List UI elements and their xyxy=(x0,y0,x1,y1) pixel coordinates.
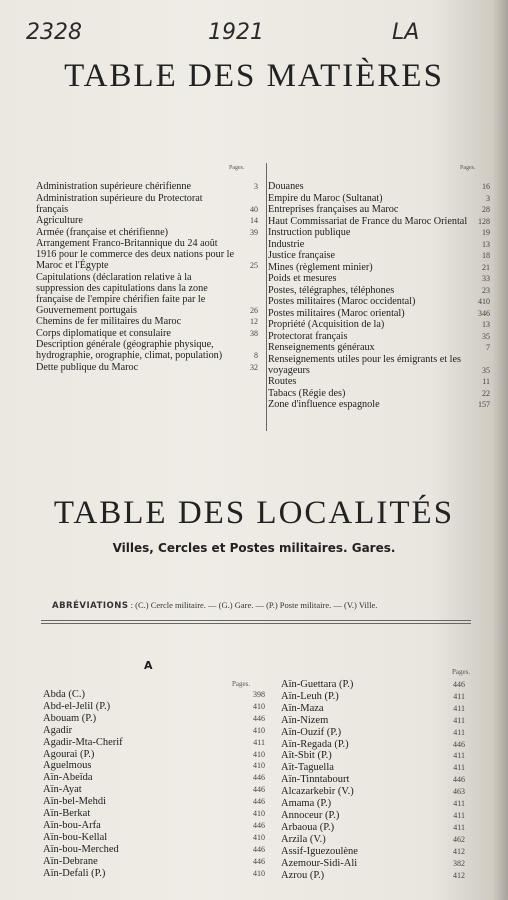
toc-entry xyxy=(268,342,490,353)
entry-title: Tabacs (Régie des) xyxy=(268,387,346,399)
localities-right-column xyxy=(281,679,465,881)
entry-page: 411 xyxy=(453,727,465,737)
entry-page: 412 xyxy=(453,870,465,880)
locality-entry xyxy=(43,808,265,819)
entry-page: 410 xyxy=(253,761,265,771)
entry-page: 410 xyxy=(253,725,265,735)
entry-page: 446 xyxy=(453,739,465,749)
entry-page: 411 xyxy=(453,799,465,809)
entry-page: 11 xyxy=(482,377,490,386)
entry-title: Aït-Sbit (P.) xyxy=(281,750,332,762)
entry-page: 40 xyxy=(250,204,258,214)
entry-page: 412 xyxy=(453,846,465,856)
entry-title: Administration supérieure du Protectorat français xyxy=(36,192,203,215)
entry-title: Armée (française et chérifienne) xyxy=(36,226,169,238)
entry-page: 128 xyxy=(478,216,490,226)
entry-title: Aïn-Berkat xyxy=(43,808,91,820)
entry-page: 446 xyxy=(253,844,265,854)
entry-page: 446 xyxy=(453,680,465,689)
entry-page: 411 xyxy=(453,751,465,761)
locality-entry xyxy=(281,774,465,785)
entry-page: 23 xyxy=(482,285,490,295)
entry-title: Abouam (P.) xyxy=(43,712,97,724)
entry-title: Abd-el-Jelil (P.) xyxy=(43,700,111,712)
handwritten-number: 2328 xyxy=(26,20,82,45)
entry-page: 38 xyxy=(250,328,258,338)
entry-title: Postes militaires (Maroc occidental) xyxy=(268,296,416,307)
abbreviations-text: : (C.) Cercle militaire. — (G.) Gare. — (P.) Poste militaire. — (V.) Ville. xyxy=(130,600,378,610)
entry-title: Industrie xyxy=(268,238,305,250)
locality-entry xyxy=(43,725,265,736)
toc-entry xyxy=(268,273,490,284)
locality-entry xyxy=(281,727,465,738)
entry-title: Capitulations (déclaration relative à la suppression des capitulations dans la zone française de l'empire chérifien faite par le Gouvernement portugais xyxy=(36,271,208,316)
entry-page: 16 xyxy=(482,182,490,191)
entry-title: Annoceur (P.) xyxy=(281,809,340,821)
locality-entry xyxy=(43,737,265,748)
entry-title: Protectorat français xyxy=(268,330,348,342)
entry-title: Alcazarkebir (V.) xyxy=(281,786,354,798)
entry-page: 446 xyxy=(453,775,465,785)
entry-page: 13 xyxy=(482,239,490,249)
entry-title: Haut Commissariat de France du Maroc Oriental xyxy=(268,215,468,227)
entry-title: Propriété (Acquisition de la) xyxy=(268,319,385,330)
toc-left-column xyxy=(36,181,258,373)
entry-title: Description générale (géographie physique, hydrographie, orographie, climat, population) xyxy=(36,339,223,361)
entry-title: Aïn-Defali (P.) xyxy=(43,867,106,879)
rule-top xyxy=(41,620,471,621)
locality-entry xyxy=(281,798,465,809)
locality-entry xyxy=(281,822,465,833)
toc-entry xyxy=(268,227,490,238)
entry-title: Zone d'influence espagnole xyxy=(268,399,380,410)
toc-right-column xyxy=(268,181,490,411)
entry-page: 33 xyxy=(482,274,490,283)
handwritten-initials: LA xyxy=(392,20,420,45)
loc-pages-header-left: Pages. xyxy=(232,680,251,688)
entry-title: Entreprises françaises au Maroc xyxy=(268,204,399,215)
locality-entry xyxy=(281,691,465,702)
section-letter: A xyxy=(144,659,153,672)
entry-title: Aïn-Debrane xyxy=(43,855,98,867)
entry-title: Aïn-bou-Arfa xyxy=(43,819,101,831)
entry-page: 346 xyxy=(478,308,490,318)
entry-title: Aïn-Maza xyxy=(281,702,324,714)
toc-pages-header-left: Pages. xyxy=(229,165,245,171)
entry-page: 411 xyxy=(453,810,465,820)
entry-title: Amama (P.) xyxy=(281,798,332,810)
entry-title: Aïn-bou-Merched xyxy=(43,843,119,855)
handwritten-year: 1921 xyxy=(208,20,264,45)
abbreviations-line xyxy=(52,600,377,611)
entry-page: 26 xyxy=(250,305,258,315)
entry-page: 12 xyxy=(250,317,258,326)
locality-entry xyxy=(43,856,265,867)
toc-entry xyxy=(36,227,258,238)
entry-title: Aïn-bel-Mehdi xyxy=(43,796,106,808)
locality-entry xyxy=(281,786,465,797)
entry-title: Justice française xyxy=(268,250,336,261)
entry-page: 157 xyxy=(478,400,490,409)
entry-title: Routes xyxy=(268,376,297,387)
locality-entry xyxy=(281,739,465,750)
locality-entry xyxy=(281,679,465,690)
toc-entry xyxy=(268,193,490,204)
entry-title: Agadir-Mta-Cherif xyxy=(43,736,123,748)
entry-title: Arrangement Franco-Britannique du 24 août 1916 pour le commerce des deux nations pour le Maroc et l'Égypte xyxy=(36,238,235,271)
locality-entry xyxy=(43,772,265,783)
toc-entry xyxy=(36,328,258,339)
entry-page: 411 xyxy=(453,703,465,713)
entry-page: 3 xyxy=(486,193,490,203)
entry-title: Aïn-Nizem xyxy=(281,714,329,726)
toc-entry xyxy=(36,316,258,327)
locality-entry xyxy=(281,858,465,869)
locality-entry xyxy=(281,750,465,761)
entry-title: Aguelmous xyxy=(43,760,92,772)
locality-entry xyxy=(43,796,265,807)
entry-title: Dette publique du Maroc xyxy=(36,361,139,373)
localities-subtitle: Villes, Cercles et Postes militaires. Gares. xyxy=(112,541,396,555)
toc-entry xyxy=(268,216,490,227)
entry-page: 35 xyxy=(482,365,490,375)
entry-title: Corps diplomatique et consulaire xyxy=(36,327,171,339)
entry-page: 446 xyxy=(253,856,265,866)
entry-title: Renseignements généraux xyxy=(268,342,375,353)
entry-title: Renseignements utiles pour les émigrants et les voyageurs xyxy=(268,353,461,376)
entry-page: 410 xyxy=(253,749,265,759)
entry-page: 32 xyxy=(250,362,258,372)
abbreviations-label: ABRÉVIATIONS xyxy=(52,601,129,611)
entry-page: 3 xyxy=(254,182,258,191)
entry-title: Administration supérieure chérifienne xyxy=(36,181,192,192)
locality-entry xyxy=(281,762,465,773)
locality-entry xyxy=(43,701,265,712)
entry-title: Aïn-Ouzif (P.) xyxy=(281,726,342,738)
entry-page: 446 xyxy=(253,785,265,795)
toc-entry xyxy=(36,272,258,316)
entry-title: Abda (C.) xyxy=(43,689,85,700)
entry-title: Agadir xyxy=(43,724,73,736)
entry-page: 410 xyxy=(253,868,265,878)
entry-page: 39 xyxy=(250,227,258,237)
entry-title: Aïn-Ayat xyxy=(43,784,82,796)
locality-entry xyxy=(43,820,265,831)
entry-page: 411 xyxy=(453,715,465,725)
entry-page: 410 xyxy=(253,832,265,842)
toc-entry xyxy=(268,262,490,273)
localities-title: TABLE DES LOCALITÉS xyxy=(53,495,455,531)
locality-entry xyxy=(43,689,265,700)
entry-page: 446 xyxy=(253,797,265,807)
entry-page: 19 xyxy=(482,228,490,237)
toc-entry xyxy=(36,181,258,192)
entry-title: Arzila (V.) xyxy=(281,833,326,845)
entry-page: 410 xyxy=(478,297,490,306)
entry-page: 410 xyxy=(253,701,265,711)
entry-title: Mines (règlement minier) xyxy=(268,261,373,273)
entry-page: 446 xyxy=(253,773,265,783)
toc-entry xyxy=(268,204,490,215)
entry-page: 18 xyxy=(482,251,490,260)
entry-title: Postes militaires (Maroc oriental) xyxy=(268,307,405,319)
entry-page: 28 xyxy=(482,205,490,214)
entry-title: Aïn-Abeïda xyxy=(43,772,93,784)
locality-entry xyxy=(43,844,265,855)
entry-page: 14 xyxy=(250,216,258,225)
entry-page: 462 xyxy=(453,834,465,844)
entry-page: 410 xyxy=(253,809,265,819)
locality-entry xyxy=(281,715,465,726)
entry-title: Assif-Iguezoulène xyxy=(281,845,358,857)
entry-page: 411 xyxy=(453,691,465,701)
toc-entry xyxy=(268,319,490,330)
entry-page: 411 xyxy=(453,822,465,832)
loc-pages-header-right: Pages. xyxy=(452,668,471,676)
locality-entry xyxy=(43,868,265,879)
toc-entry xyxy=(268,308,490,319)
toc-pages-header-right: Pages. xyxy=(460,165,476,171)
entry-page: 463 xyxy=(453,787,465,797)
toc-entry xyxy=(268,354,490,376)
entry-title: Poids et mesures xyxy=(268,273,337,284)
toc-entry xyxy=(36,339,258,361)
entry-title: Azemour-Sidi-Ali xyxy=(281,857,358,869)
locality-entry xyxy=(281,846,465,857)
toc-entry xyxy=(36,215,258,226)
locality-entry xyxy=(281,703,465,714)
entry-title: Aïn-Guettara (P.) xyxy=(281,679,354,690)
locality-entry xyxy=(281,810,465,821)
entry-page: 398 xyxy=(253,690,265,699)
entry-title: Azrou (P.) xyxy=(281,869,325,881)
locality-entry xyxy=(43,832,265,843)
entry-page: 446 xyxy=(253,713,265,723)
toc-title: TABLE DES MATIÈRES xyxy=(64,58,444,94)
locality-entry xyxy=(43,784,265,795)
toc-entry xyxy=(36,193,258,215)
entry-title: Aïn-bou-Kellal xyxy=(43,831,108,843)
entry-page: 21 xyxy=(482,262,490,272)
entry-page: 13 xyxy=(482,320,490,329)
toc-entry xyxy=(36,362,258,373)
toc-entry xyxy=(36,238,258,271)
toc-entry xyxy=(268,296,490,307)
entry-title: Agriculture xyxy=(36,215,83,226)
entry-title: Arbaoua (P.) xyxy=(281,821,335,833)
column-divider xyxy=(266,163,267,431)
entry-page: 411 xyxy=(253,737,265,747)
toc-entry xyxy=(268,331,490,342)
toc-entry xyxy=(268,250,490,261)
entry-page: 22 xyxy=(482,388,490,398)
entry-page: 8 xyxy=(254,351,258,360)
localities-left-column xyxy=(43,689,265,880)
entry-title: Aïn-Regada (P.) xyxy=(281,738,349,750)
toc-entry xyxy=(268,239,490,250)
entry-page: 446 xyxy=(253,820,265,830)
toc-entry xyxy=(268,376,490,387)
entry-page: 382 xyxy=(453,858,465,868)
entry-page: 411 xyxy=(453,763,465,773)
entry-title: Postes, télégraphes, téléphones xyxy=(268,284,395,296)
entry-title: Douanes xyxy=(268,181,304,192)
toc-entry xyxy=(268,388,490,399)
locality-entry xyxy=(43,760,265,771)
entry-title: Instruction publique xyxy=(268,227,351,238)
rule-bottom xyxy=(41,623,471,624)
entry-title: Chemins de fer militaires du Maroc xyxy=(36,316,182,327)
locality-entry xyxy=(43,749,265,760)
locality-entry xyxy=(281,834,465,845)
entry-title: Aït-Taguella xyxy=(281,762,334,774)
locality-entry xyxy=(281,870,465,881)
entry-page: 7 xyxy=(486,343,490,352)
entry-title: Agourai (P.) xyxy=(43,748,95,760)
toc-entry xyxy=(268,399,490,410)
entry-title: Aïn-Leuh (P.) xyxy=(281,690,339,702)
entry-page: 25 xyxy=(250,261,258,270)
toc-entry xyxy=(268,181,490,192)
toc-entry xyxy=(268,285,490,296)
locality-entry xyxy=(43,713,265,724)
entry-title: Empire du Maroc (Sultanat) xyxy=(268,192,383,204)
entry-page: 35 xyxy=(482,331,490,341)
entry-title: Aïn-Tinntabourt xyxy=(281,774,350,786)
